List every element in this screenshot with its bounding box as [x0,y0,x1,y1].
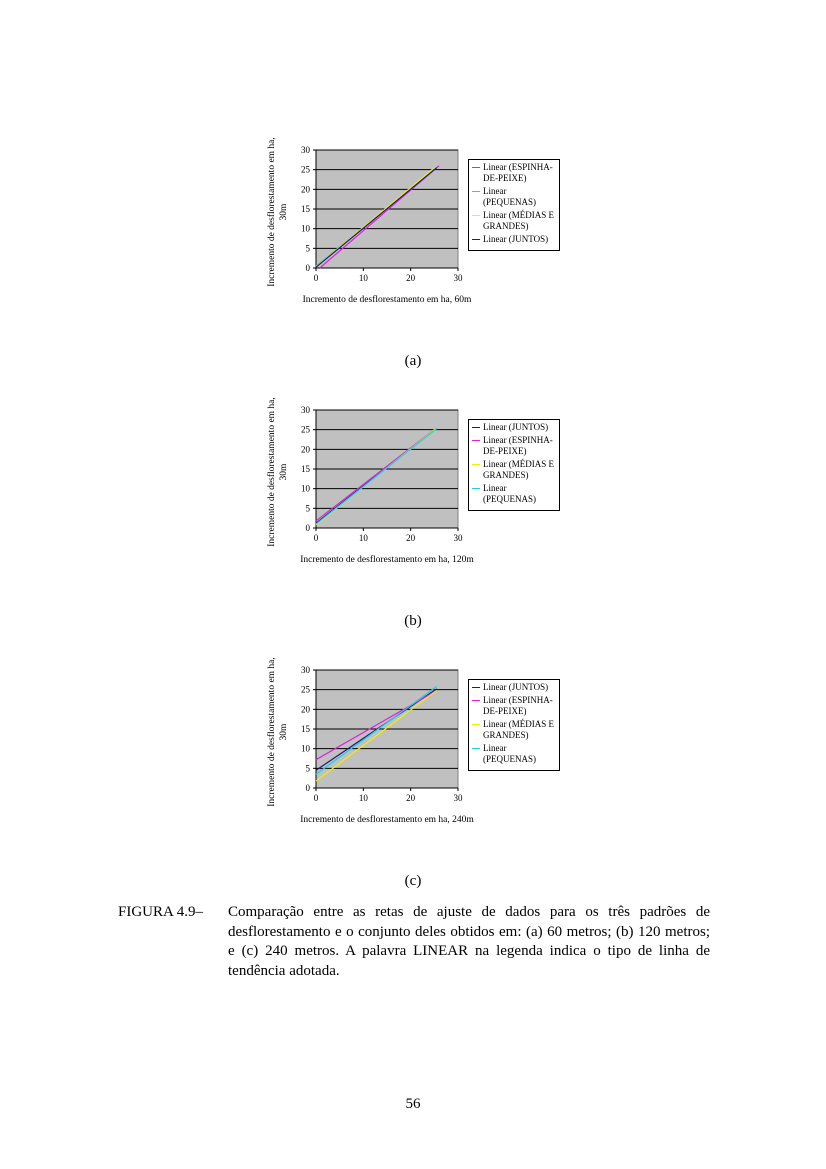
y-tick-label: 30 [301,145,310,155]
chart-b-legend [468,419,560,511]
legend-swatch [472,239,480,240]
figure-caption [118,903,710,981]
legend-label: Linear (MÉDIAS E GRANDES) [483,210,554,231]
chart-a-legend [468,159,560,251]
legend-item [469,459,559,481]
x-tick-label: 0 [313,533,319,543]
chart-c-y-axis-label: Incremento de desflorestamento em ha, 30m [267,657,289,807]
legend-swatch [472,700,480,701]
chart-c-legend [468,679,560,771]
chart-c-subcaption: (c) [404,873,422,889]
legend-item [469,743,559,765]
y-tick-label: 0 [305,263,310,273]
legend-label: Linear (MÉDIAS E GRANDES) [483,719,554,740]
legend-swatch [472,687,480,688]
figure-caption-label: FIGURA 4.9– [118,904,204,920]
x-tick-label: 0 [313,793,319,803]
legend-label: Linear (PEQUENAS) [483,483,536,504]
legend-item [469,483,559,505]
x-tick-label: 0 [313,273,319,283]
legend-item [469,422,559,433]
x-tick-label: 20 [406,793,416,803]
chart-a-x-axis-label: Incremento de desflorestamento em ha, 60m [302,295,472,305]
legend-swatch [472,488,480,489]
legend-label: Linear (JUNTOS) [483,422,549,432]
legend-swatch [472,724,480,725]
legend-label: Linear (PEQUENAS) [483,743,536,764]
legend-swatch [472,191,480,192]
y-tick-label: 15 [301,464,310,474]
chart-b-x-axis-label: Incremento de desflorestamento em ha, 120m [300,555,474,565]
legend-item [469,682,559,693]
y-tick-label: 5 [305,243,310,254]
legend-label: Linear (MÉDIAS E GRANDES) [483,459,554,480]
x-tick-label: 30 [453,793,463,803]
y-tick-label: 30 [301,405,310,415]
x-tick-label: 10 [358,533,368,543]
y-tick-label: 25 [301,424,310,435]
y-tick-label: 10 [301,483,310,494]
legend-item [469,695,559,717]
legend-label: Linear (JUNTOS) [483,234,549,244]
x-tick-label: 10 [358,793,368,803]
legend-swatch [472,427,480,428]
y-tick-label: 30 [301,665,310,675]
y-tick-label: 20 [301,184,310,195]
legend-item [469,435,559,457]
page-number: 56 [405,1096,421,1112]
legend-item [469,234,559,245]
legend-label: Linear (PEQUENAS) [483,186,536,207]
legend-item [469,186,559,208]
y-tick-label: 5 [305,503,310,514]
legend-swatch [472,440,480,441]
y-tick-label: 20 [301,444,310,455]
y-tick-label: 0 [305,523,310,533]
chart-b-y-axis-label: Incremento de desflorestamento em ha, 30m [267,397,289,547]
y-tick-label: 5 [305,763,310,774]
legend-label: Linear (JUNTOS) [483,682,549,692]
chart-a-subcaption: (a) [404,353,422,369]
legend-label: Linear (ESPINHA-DE-PEIXE) [483,695,553,716]
x-tick-label: 30 [453,533,463,543]
y-tick-label: 25 [301,684,310,695]
y-tick-label: 10 [301,743,310,754]
legend-item [469,162,559,184]
x-tick-label: 20 [406,533,416,543]
x-tick-label: 10 [358,273,368,283]
y-tick-label: 20 [301,704,310,715]
legend-item [469,210,559,232]
chart-c-x-axis-label: Incremento de desflorestamento em ha, 240m [300,815,474,825]
x-tick-label: 20 [406,273,416,283]
x-tick-label: 30 [453,273,463,283]
legend-item [469,719,559,741]
legend-label: Linear (ESPINHA-DE-PEIXE) [483,435,553,456]
legend-swatch [472,215,480,216]
legend-swatch [472,748,480,749]
y-tick-label: 0 [305,783,310,793]
y-tick-label: 15 [301,204,310,214]
legend-swatch [472,167,480,168]
y-tick-label: 15 [301,724,310,734]
chart-a-y-axis-label: Incremento de desflorestamento em ha, 30m [267,137,289,287]
legend-swatch [472,464,480,465]
y-tick-label: 25 [301,164,310,175]
legend-label: Linear (ESPINHA-DE-PEIXE) [483,162,553,183]
y-tick-label: 10 [301,223,310,234]
figure-caption-text: Comparação entre as retas de ajuste de dados para os três padrões de desflorestamento e o conjunto deles obtidos em: (a) 60 metros; (b) 120 metros; e (c) 240 metros. A palavra LINEAR na legenda indica o tipo de linha de tendência adotada. [228,904,710,979]
chart-b-subcaption: (b) [404,613,422,629]
